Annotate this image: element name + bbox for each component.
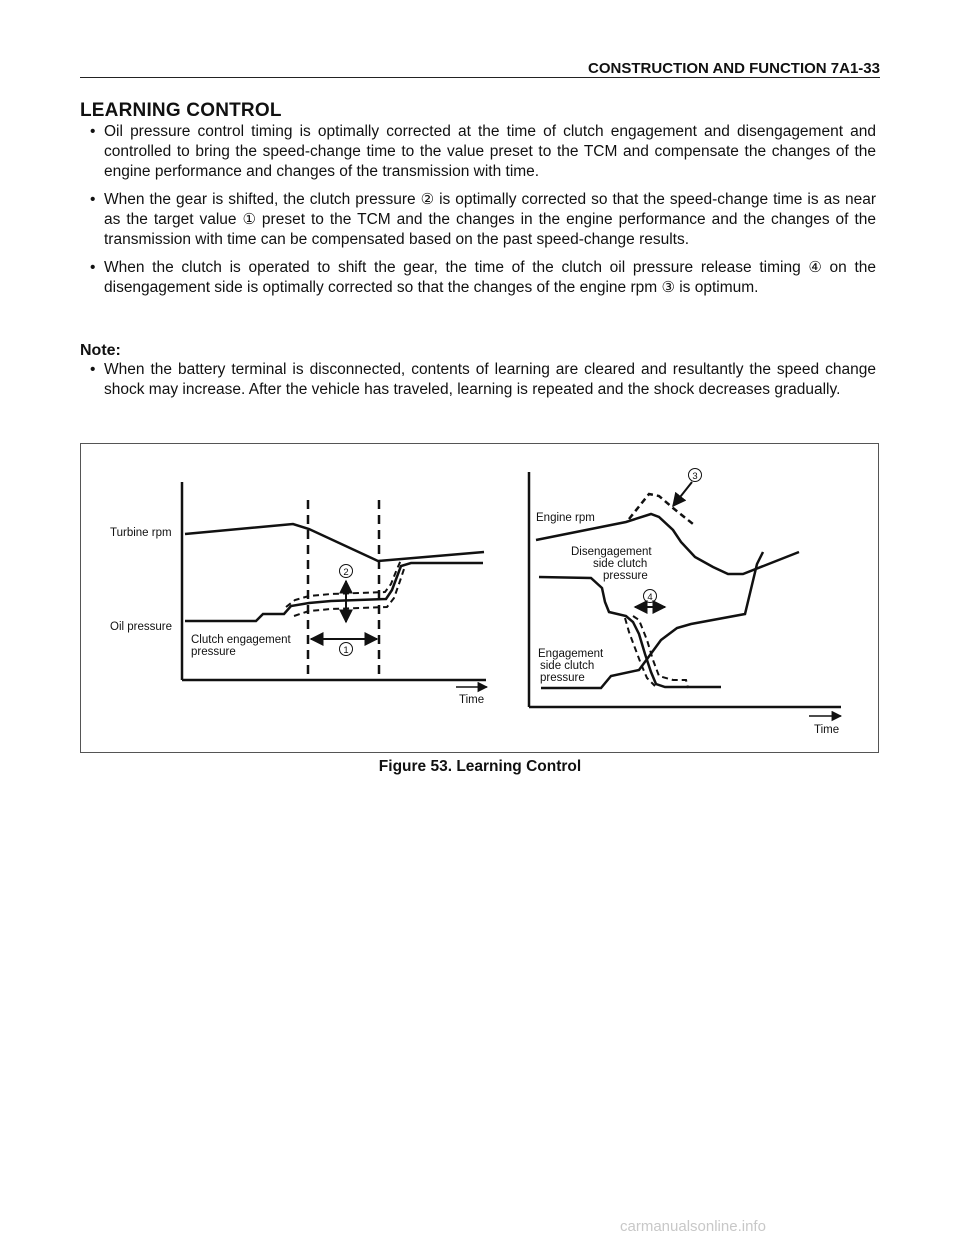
bullet-dot: •	[90, 191, 96, 208]
clutch-engagement-label: Clutch engagement	[191, 634, 291, 646]
bullet-dot: •	[90, 123, 96, 140]
disengagement-label-2: side clutch	[593, 558, 648, 570]
bullet-item	[80, 258, 876, 298]
marker-3-label: 3	[692, 471, 698, 482]
bullet-dot: •	[90, 259, 96, 276]
header-rule	[80, 77, 880, 78]
note-title: Note:	[80, 342, 121, 359]
marker-2-label: 2	[343, 567, 349, 578]
left-time-label: Time	[459, 694, 485, 706]
right-time-label: Time	[814, 724, 840, 736]
bullet-text-post: is optimum.	[674, 279, 759, 296]
turbine-rpm-curve	[185, 524, 484, 561]
bullet-text-mid: is optimally corrected so that the speed-change time is as near as the target value	[104, 191, 876, 228]
note-item	[80, 360, 876, 400]
learning-bullets	[80, 122, 876, 306]
marker-1-label: 1	[343, 645, 349, 656]
note-text: When the battery terminal is disconnected, contents of learning are cleared and resultantly the speed change shock may increase. After the vehicle has traveled, learning is repeated and the shock decreases gradually.	[104, 361, 876, 398]
bullet-text-pre: When the clutch is operated to shift the gear, the time of the clutch oil pressure release timing	[104, 259, 809, 276]
figure-caption: Figure 53. Learning Control	[378, 758, 582, 775]
page-header: CONSTRUCTION AND FUNCTION 7A1-33	[588, 60, 880, 77]
circled-number-2: ②	[420, 191, 435, 208]
bullet-text-post: preset to the TCM and the changes in the engine performance and the changes of the transmission with time can be compensated based on the past speed-change results.	[104, 211, 876, 248]
right-diagram	[529, 469, 841, 737]
oil-pressure-label: Oil pressure	[110, 621, 172, 633]
circled-number-4: ④	[808, 259, 822, 276]
marker-4-label: 4	[647, 592, 653, 603]
bullet-item	[80, 122, 876, 182]
engagement-label-3: pressure	[540, 672, 585, 684]
oil-pressure-curve	[185, 563, 483, 621]
disengagement-label-1: Disengagement	[571, 546, 652, 558]
bullet-text: Oil pressure control timing is optimally corrected at the time of clutch engagement and disengagement and controlled to bring the speed-change time to the value preset to the TCM and compensate the changes of the engine performance and changes of the transmission with time.	[104, 123, 876, 180]
bullet-text-mid: on the disengagement side is optimally corrected so that the changes of the engine rpm	[104, 259, 876, 296]
marker-3-arrow	[673, 482, 692, 506]
bullet-item	[80, 190, 876, 250]
watermark: carmanualsonline.info	[620, 1218, 766, 1235]
figure-learning-control	[80, 443, 879, 753]
disengagement-label-3: pressure	[603, 570, 648, 582]
engine-rpm-label: Engine rpm	[536, 512, 595, 524]
bullet-dot: •	[90, 361, 96, 378]
section-title: LEARNING CONTROL	[80, 100, 282, 121]
oil-pressure-dashed-lower	[294, 569, 404, 616]
figure-diagram	[81, 444, 880, 754]
turbine-rpm-label: Turbine rpm	[110, 527, 172, 539]
circled-number-1: ①	[242, 211, 256, 228]
note-bullets	[80, 360, 876, 408]
engagement-label-2: side clutch	[540, 660, 595, 672]
left-diagram	[110, 482, 487, 706]
engagement-label-1: Engagement	[538, 648, 604, 660]
bullet-text-pre: When the gear is shifted, the clutch pressure	[104, 191, 421, 208]
clutch-engagement-label-2: pressure	[191, 646, 236, 658]
circled-number-3: ③	[661, 279, 675, 296]
